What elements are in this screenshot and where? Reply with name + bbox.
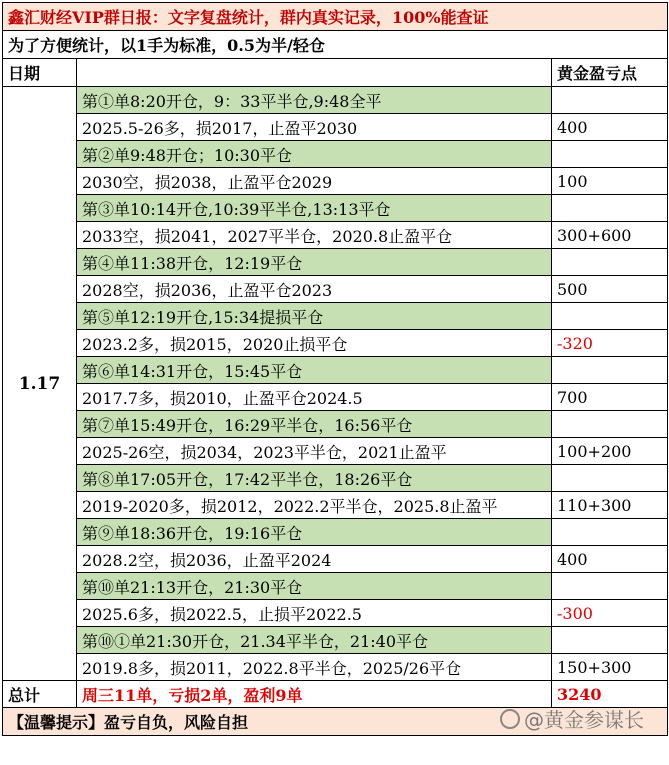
detail-header xyxy=(77,59,552,87)
trade-open-row xyxy=(3,465,668,492)
total-label: 总计 xyxy=(3,681,77,708)
trade-open-points-blank xyxy=(552,87,668,114)
weibo-icon xyxy=(500,709,520,729)
points-header: 黄金盈亏点 xyxy=(552,59,668,87)
trade-points: 100+200 xyxy=(552,438,668,465)
watermark-text: @黄金参谋长 xyxy=(524,708,644,732)
trade-open-text: 第⑧单17:05开仓，17:42平半仓，18:26平仓 xyxy=(77,465,552,492)
trade-open-row xyxy=(3,627,668,654)
trade-points: 700 xyxy=(552,384,668,411)
trade-detail-row xyxy=(3,330,668,357)
total-value: 3240 xyxy=(552,681,668,708)
total-summary: 周三11单，亏损2单，盈利9单 xyxy=(77,681,552,708)
trade-open-points-blank xyxy=(552,195,668,222)
trade-open-row xyxy=(3,519,668,546)
trade-points: 500 xyxy=(552,276,668,303)
trade-points: 400 xyxy=(552,546,668,573)
trade-detail-text: 2033空，损2041，2027平半仓，2020.8止盈平仓 xyxy=(77,222,552,249)
trade-open-points-blank xyxy=(552,141,668,168)
trade-open-row xyxy=(3,141,668,168)
trade-points: -320 xyxy=(552,330,668,357)
trade-detail-text: 2025.6多，损2022.5，止损平2022.5 xyxy=(77,600,552,627)
trade-open-text: 第⑩单21:13开仓，21:30平仓 xyxy=(77,573,552,600)
trade-detail-row xyxy=(3,492,668,519)
trade-open-row xyxy=(3,303,668,330)
trade-detail-row xyxy=(3,222,668,249)
trade-open-text: 第②单9:48开仓；10:30平仓 xyxy=(77,141,552,168)
report-title: 鑫汇财经VIP群日报：文字复盘统计，群内真实记录，100%能查证 xyxy=(3,3,668,31)
trade-open-points-blank xyxy=(552,573,668,600)
trade-open-points-blank xyxy=(552,465,668,492)
trade-open-points-blank xyxy=(552,357,668,384)
report-subtitle: 为了方便统计，以1手为标准，0.5为半/轻仓 xyxy=(3,31,668,59)
trade-detail-text: 2025-26空，损2034，2023平半仓，2021止盈平 xyxy=(77,438,552,465)
trade-detail-row xyxy=(3,168,668,195)
daily-report-table xyxy=(2,2,668,736)
trade-open-text: 第⑥单14:31开仓，15:45平仓 xyxy=(77,357,552,384)
trade-open-row xyxy=(3,357,668,384)
trade-open-text: 第④单11:38开仓，12:19平仓 xyxy=(77,249,552,276)
trade-detail-row xyxy=(3,600,668,627)
date-cell: 1.17 xyxy=(3,87,77,681)
trade-open-points-blank xyxy=(552,627,668,654)
trade-points: 110+300 xyxy=(552,492,668,519)
trade-detail-row xyxy=(3,438,668,465)
trade-detail-row xyxy=(3,114,668,141)
trade-detail-text: 2017.7多，损2010，止盈平仓2024.5 xyxy=(77,384,552,411)
trade-open-row xyxy=(3,573,668,600)
trade-detail-row xyxy=(3,546,668,573)
trade-detail-text: 2023.2多，损2015，2020止损平仓 xyxy=(77,330,552,357)
trade-open-text: 第⑦单15:49开仓，16:29平半仓，16:56平仓 xyxy=(77,411,552,438)
trade-open-text: 第③单10:14开仓,10:39平半仓,13:13平仓 xyxy=(77,195,552,222)
trade-points: 150+300 xyxy=(552,654,668,681)
trade-detail-text: 2028.2空，损2036，止盈平2024 xyxy=(77,546,552,573)
trade-detail-row xyxy=(3,654,668,681)
trade-open-row xyxy=(3,411,668,438)
trade-open-text: 第⑩①单21:30开仓，21.34平半仓，21:40平仓 xyxy=(77,627,552,654)
watermark xyxy=(500,704,644,733)
trade-points: 100 xyxy=(552,168,668,195)
trade-open-row xyxy=(3,87,668,114)
date-header: 日期 xyxy=(3,59,77,87)
trade-open-row xyxy=(3,195,668,222)
trade-detail-row xyxy=(3,276,668,303)
trade-points: -300 xyxy=(552,600,668,627)
trade-detail-text: 2025.5-26多，损2017，止盈平2030 xyxy=(77,114,552,141)
trade-open-points-blank xyxy=(552,411,668,438)
trade-open-points-blank xyxy=(552,519,668,546)
trade-detail-text: 2030空，损2038，止盈平仓2029 xyxy=(77,168,552,195)
trade-open-points-blank xyxy=(552,303,668,330)
trade-open-text: 第⑤单12:19开仓,15:34提损平仓 xyxy=(77,303,552,330)
trade-detail-text: 2028空，损2036，止盈平仓2023 xyxy=(77,276,552,303)
trade-detail-text: 2019-2020多，损2012，2022.2平半仓，2025.8止盈平 xyxy=(77,492,552,519)
trade-open-text: 第⑨单18:36开仓，19:16平仓 xyxy=(77,519,552,546)
trade-open-points-blank xyxy=(552,249,668,276)
trade-points: 400 xyxy=(552,114,668,141)
trade-open-row xyxy=(3,249,668,276)
trade-open-text: 第①单8:20开仓，9：33平半仓,9:48全平 xyxy=(77,87,552,114)
tip-text: 【温馨提示】盈亏自负，风险自担 xyxy=(3,708,668,736)
trade-detail-row xyxy=(3,384,668,411)
trade-points: 300+600 xyxy=(552,222,668,249)
trade-detail-text: 2019.8多，损2011，2022.8平半仓，2025/26平仓 xyxy=(77,654,552,681)
